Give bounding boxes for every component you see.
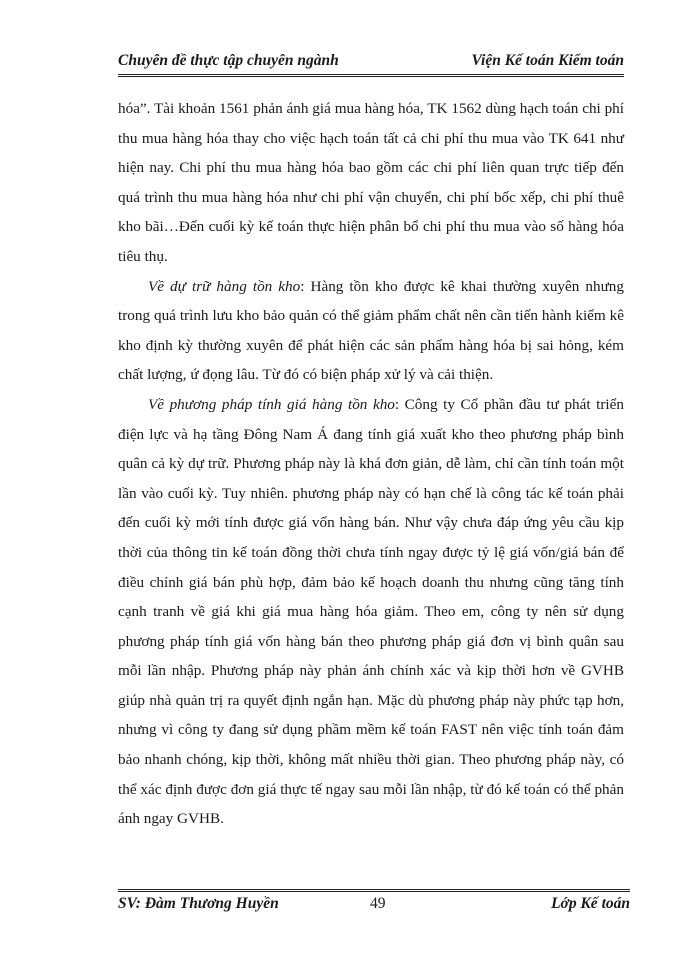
paragraph-heading: Về dự trữ hàng tồn kho — [148, 277, 301, 295]
header-course-title: Chuyên đề thực tập chuyên ngành — [118, 52, 339, 69]
paragraph-text: : Hàng tồn kho được kê khai thường xuyên nhưng trong quá trình lưu kho bảo quản có thể giảm phẩm chất nên cần tiến hành kiểm kê kho định kỳ thường xuyên để phát hiện các sản phẩm hàng hóa bị sai hỏng, kém chất lượng, ứ đọng lâu. Từ đó có biện pháp xử lý và cải thiện. — [118, 277, 624, 384]
footer-class-name: Lớp Kế toán — [551, 895, 630, 912]
page-header — [118, 50, 624, 77]
page-footer — [118, 889, 630, 916]
page-number: 49 — [370, 895, 386, 912]
document-body — [118, 94, 624, 834]
header-institute: Viện Kế toán Kiểm toán — [471, 52, 624, 69]
footer-student-name: SV: Đàm Thương Huyền — [118, 895, 279, 912]
paragraph-inventory-pricing — [118, 390, 624, 834]
paragraph-purchase-cost: hóa”. Tài khoản 1561 phản ánh giá mua hàng hóa, TK 1562 dùng hạch toán chi phí thu mua hàng hóa thay cho việc hạch toán tất cả chi phí thu mua vào TK 641 như hiện nay. Chi phí thu mua hàng hóa bao gồm các chi phí liên quan trực tiếp đến quá trình thu mua hàng hóa như chi phí vận chuyển, chi phí bốc xếp, chi phí thuê kho bãi…Đến cuối kỳ kế toán thực hiện phân bổ chi phí thu mua vào số hàng hóa tiêu thụ. — [118, 100, 624, 265]
paragraph-heading: Về phương pháp tính giá hàng tồn kho — [148, 395, 395, 413]
paragraph-inventory-reserve — [118, 272, 624, 390]
paragraph-text: : Công ty Cổ phần đầu tư phát triển điện lực và hạ tầng Đông Nam Á đang tính giá xuất kho theo phương pháp bình quân cả kỳ dự trữ. Phương pháp này là khá đơn giản, dễ làm, chỉ cần tính toán một lần vào cuối kỳ. Tuy nhiên. phương pháp này có hạn chế là công tác kế toán phải đến cuối kỳ mới tính được giá vốn hàng bán. Như vậy chưa đáp ứng yêu cầu kịp thời của thông tin kế toán đồng thời chưa tính ngay được tỷ lệ giá vốn/giá bán để điều chỉnh giá bán phù hợp, đảm bảo kế hoạch doanh thu nhưng cũng tăng tính cạnh tranh về giá khi giá mua hàng hóa giảm. Theo em, công ty nên sử dụng phương pháp tính giá vốn hàng bán theo phương pháp giá đơn vị bình quân sau mỗi lần nhập. Phương pháp này phản ánh chính xác và kịp thời hơn về GVHB giúp nhà quản trị ra quyết định ngắn hạn. Mặc dù phương pháp này phức tạp hơn, nhưng vì công ty đang sử dụng phầm mềm kế toán FAST nên việc tính toán đảm bảo nhanh chóng, kịp thời, không mất nhiều thời gian. Theo phương pháp này, có thể xác định được đơn giá thực tế ngay sau mỗi lần nhập, từ đó kế toán có thể phản ánh ngay GVHB. — [118, 395, 624, 828]
